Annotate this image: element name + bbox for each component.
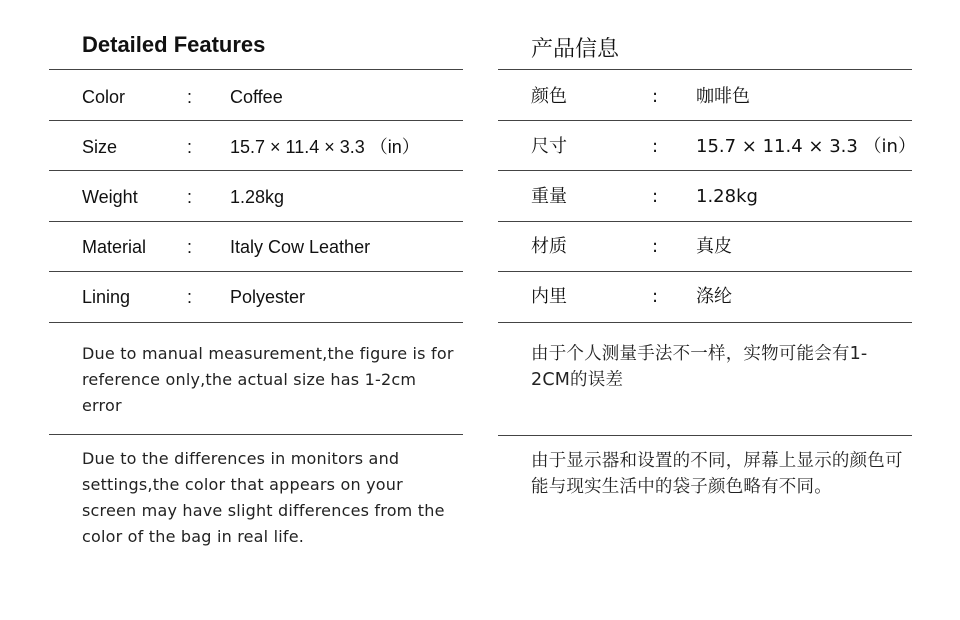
- feature-value: 咖啡色: [696, 86, 750, 107]
- feature-separator: :: [652, 286, 659, 307]
- feature-row-color: [498, 72, 912, 122]
- feature-value: Coffee: [230, 87, 283, 107]
- feature-separator: :: [187, 187, 193, 207]
- feature-row-lining: [49, 272, 463, 322]
- feature-label: Lining: [82, 287, 131, 307]
- divider: [49, 434, 463, 435]
- feature-value: 1.28kg: [696, 186, 758, 207]
- chinese-title: 产品信息: [531, 37, 620, 62]
- feature-label: Color: [82, 87, 126, 107]
- feature-label: 颜色: [531, 86, 567, 107]
- divider: [498, 69, 912, 70]
- color-note: Due to the differences in monitors and settings,the color that appears on your screen may have slight differences from the color of the bag in real life.: [82, 449, 445, 546]
- divider: [49, 322, 463, 323]
- feature-label: 重量: [531, 186, 567, 207]
- divider: [49, 69, 463, 70]
- feature-separator: :: [652, 236, 659, 257]
- divider: [498, 120, 912, 121]
- feature-row-lining: [498, 272, 912, 322]
- feature-value: 1.28kg: [230, 187, 285, 207]
- feature-row-color: [49, 72, 463, 122]
- feature-label: Size: [82, 137, 118, 157]
- feature-label: 材质: [531, 236, 567, 257]
- divider: [498, 322, 912, 323]
- english-title: Detailed Features: [82, 32, 266, 57]
- divider: [49, 120, 463, 121]
- feature-separator: :: [187, 237, 193, 257]
- feature-separator: :: [187, 137, 193, 157]
- measurement-note: 由于个人测量手法不一样，实物可能会有1-2CM的误差: [531, 344, 868, 390]
- feature-value: 真皮: [696, 236, 732, 257]
- divider: [498, 170, 912, 171]
- feature-label: 内里: [531, 286, 567, 307]
- feature-row-weight: [498, 172, 912, 222]
- feature-separator: :: [187, 87, 193, 107]
- color-note: 由于显示器和设置的不同，屏幕上显示的颜色可能与现实生活中的袋子颜色略有不同。: [531, 451, 903, 497]
- divider: [49, 170, 463, 171]
- feature-row-weight: [49, 172, 463, 222]
- feature-label: Material: [82, 237, 147, 257]
- feature-value: 涤纶: [696, 286, 732, 307]
- feature-separator: :: [652, 136, 659, 157]
- feature-row-material: [498, 222, 912, 272]
- feature-row-size: [498, 122, 916, 172]
- feature-value: 15.7 × 11.4 × 3.3 （in）: [696, 136, 916, 157]
- feature-label: 尺寸: [531, 136, 567, 157]
- feature-label: Weight: [82, 187, 138, 207]
- feature-separator: :: [187, 287, 193, 307]
- feature-value: Polyester: [230, 287, 306, 307]
- feature-value: 15.7 × 11.4 × 3.3 （in）: [230, 137, 420, 157]
- divider: [498, 435, 912, 436]
- feature-separator: :: [652, 186, 659, 207]
- feature-row-material: [49, 222, 463, 272]
- measurement-note: Due to manual measurement,the figure is for reference only,the actual size has 1-2cm error: [82, 344, 454, 415]
- feature-separator: :: [652, 86, 659, 107]
- feature-row-size: [49, 122, 463, 172]
- feature-value: Italy Cow Leather: [230, 237, 371, 257]
